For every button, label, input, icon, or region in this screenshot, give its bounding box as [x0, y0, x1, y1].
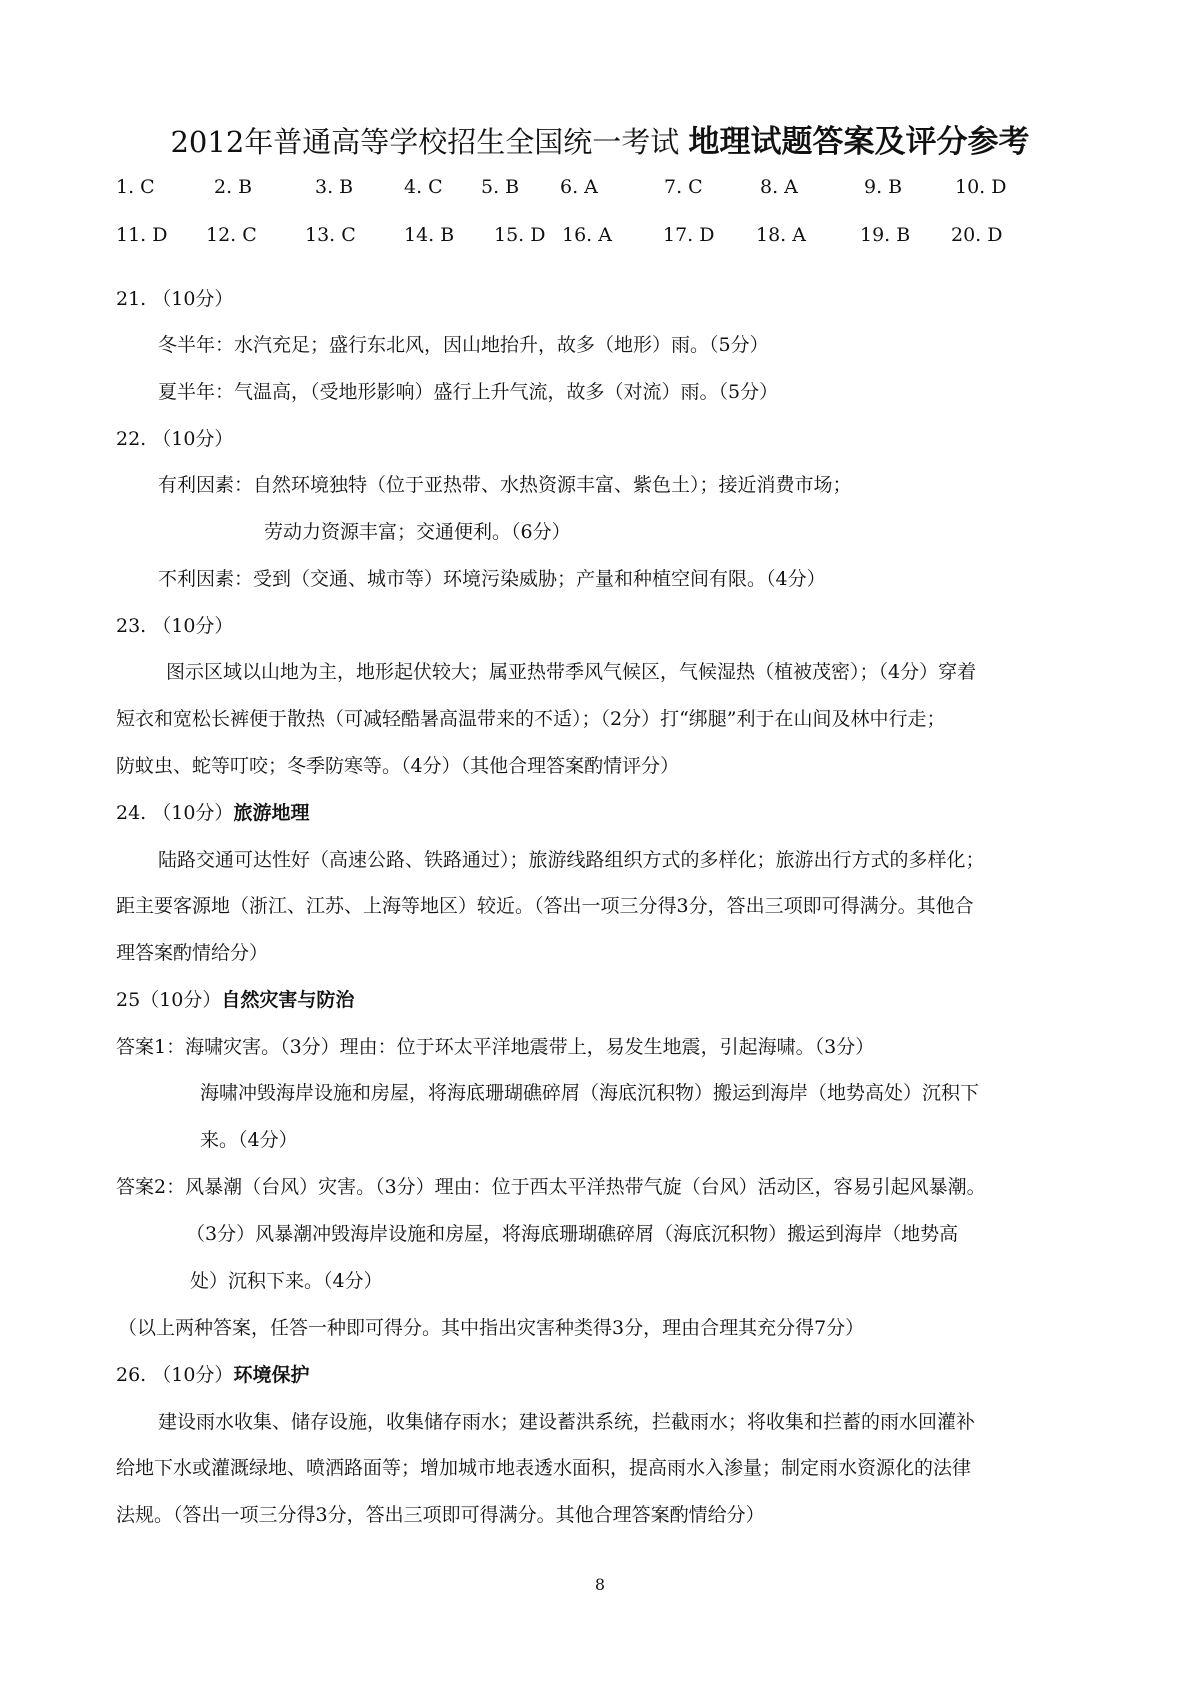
q23-line-3: 防蚊虫、蛇等叮咬；冬季防寒等。（4分）（其他合理答案酌情评分） [116, 755, 680, 777]
answer-item: 2. B [214, 176, 253, 198]
q22-header: 22. （10分） [116, 428, 234, 450]
q26-line-1: 建设雨水收集、储存设施，收集储存雨水；建设蓄洪系统，拦截雨水；将收集和拦蓄的雨水回灌补 [158, 1411, 976, 1433]
page-number: 8 [594, 1575, 606, 1594]
answers-row-1 [0, 172, 1200, 202]
q25-note: （以上两种答案，任答一种即可得分。其中指出灾害种类得3分，理由合理其充分得7分） [118, 1317, 865, 1339]
answer-item: 19. B [860, 224, 911, 246]
q25-header-prefix: 25（10分） [116, 989, 222, 1011]
q23-header: 23. （10分） [116, 615, 234, 637]
q25-answer2-line-2: （3分）风暴潮冲毁海岸设施和房屋，将海底珊瑚礁碎屑（海底沉积物）搬运到海岸（地势高 [186, 1223, 959, 1245]
title-prefix: 2012年普通高等学校招生全国统一考试 [170, 125, 680, 159]
q24-line-1: 陆路交通可达性好（高速公路、铁路通过）；旅游线路组织方式的多样化；旅游出行方式的多样化； [158, 849, 985, 871]
answer-item: 14. B [404, 224, 455, 246]
q26-line-2: 给地下水或灌溉绿地、喷洒路面等；增加城市地表透水面积，提高雨水入渗量；制定雨水资源化的法律 [116, 1457, 972, 1479]
title-bold: 地理试题答案及评分参考 [688, 124, 1030, 160]
q25-answer2-line-1: 答案2：风暴潮（台风）灾害。（3分）理由：位于西太平洋热带气旋（台风）活动区，容易引起风暴潮。 [116, 1176, 986, 1198]
answer-item: 7. C [664, 176, 703, 198]
q25-answer2-line-3: 处）沉积下来。（4分） [190, 1270, 383, 1292]
q26-header-topic: 环境保护 [233, 1364, 310, 1386]
q22-line-3: 不利因素：受到（交通、城市等）环境污染威胁；产量和种植空间有限。（4分） [158, 568, 826, 590]
answer-item: 5. B [481, 176, 520, 198]
q26-header [116, 1360, 309, 1390]
answers-row-2 [0, 220, 1200, 250]
q25-header-topic: 自然灾害与防治 [221, 989, 355, 1011]
q22-line-2: 劳动力资源丰富；交通便利。（6分） [264, 521, 571, 543]
q23-line-2: 短衣和宽松长裤便于散热（可减轻酷暑高温带来的不适）；（2分）打“绑腿”利于在山间及林中行走； [116, 708, 946, 730]
answer-item: 15. D [494, 224, 546, 246]
q24-line-3: 理答案酌情给分） [116, 942, 269, 964]
answer-item: 3. B [315, 176, 354, 198]
answer-item: 4. C [404, 176, 443, 198]
q21-line-1: 冬半年：水汽充足；盛行东北风，因山地抬升，故多（地形）雨。（5分） [158, 334, 769, 356]
q26-header-prefix: 26. （10分） [116, 1364, 234, 1386]
q21-line-2: 夏半年：气温高，（受地形影响）盛行上升气流，故多（对流）雨。（5分） [158, 381, 779, 403]
answer-item: 10. D [955, 176, 1007, 198]
answer-item: 11. D [116, 224, 168, 246]
q25-header [116, 985, 354, 1015]
answer-item: 20. D [951, 224, 1003, 246]
q21-header: 21. （10分） [116, 288, 234, 310]
q22-line-1: 有利因素：自然环境独特（位于亚热带、水热资源丰富、紫色土）；接近消费市场； [158, 474, 852, 496]
answer-item: 9. B [864, 176, 903, 198]
answer-item: 16. A [562, 224, 612, 246]
answer-item: 17. D [663, 224, 715, 246]
answer-item: 1. C [116, 176, 155, 198]
q26-line-3: 法规。（答出一项三分得3分，答出三项即可得满分。其他合理答案酌情给分） [116, 1504, 765, 1526]
q23-line-1: 图示区域以山地为主，地形起伏较大；属亚热带季风气候区，气候湿热（植被茂密）；（4分）穿着 [166, 661, 977, 683]
answer-item: 6. A [560, 176, 598, 198]
answer-item: 13. C [305, 224, 356, 246]
answer-item: 12. C [206, 224, 257, 246]
answer-item: 18. A [756, 224, 806, 246]
q25-answer1-line-2: 海啸冲毁海岸设施和房屋，将海底珊瑚礁碎屑（海底沉积物）搬运到海岸（地势高处）沉积下 [200, 1082, 980, 1104]
q24-line-2: 距主要客源地（浙江、江苏、上海等地区）较近。（答出一项三分得3分，答出三项即可得满分。其他合 [116, 895, 974, 917]
q25-answer1-line-3: 来。（4分） [200, 1129, 298, 1151]
q24-header [116, 798, 309, 828]
answer-item: 8. A [760, 176, 798, 198]
page-title [0, 122, 1200, 162]
q24-header-topic: 旅游地理 [233, 802, 310, 824]
q25-answer1-line-1: 答案1：海啸灾害。（3分）理由：位于环太平洋地震带上，易发生地震，引起海啸。（3分） [116, 1036, 875, 1058]
q24-header-prefix: 24. （10分） [116, 802, 234, 824]
